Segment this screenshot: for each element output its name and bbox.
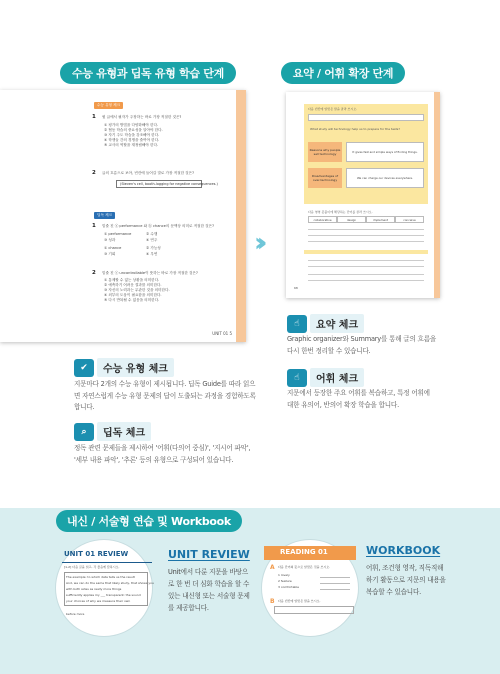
- question-number: 2: [92, 170, 96, 176]
- option-line: ② 수행: [146, 232, 158, 236]
- yellow-strip: [304, 250, 428, 254]
- workbook-header: READING 01: [280, 548, 328, 556]
- header-cell: [308, 114, 424, 121]
- deepdok-check-desc: 정독 관련 문제들을 제시하여 '어휘(다의어 중심)', '지시어 파악', '세부 내용 파악', '추론' 등의 유형으로 구성되어 있습니다.: [74, 444, 251, 464]
- organizer-cell: Disadvantages of over-technology: [308, 168, 342, 188]
- option-line: ③ 성과: [104, 238, 116, 242]
- answer-line: [320, 577, 350, 578]
- option-line: ④ 외부의 도움이 필요함을 의미한다.: [104, 293, 162, 297]
- option-line: ⑤ 교사의 역할을 재정립해야 한다.: [104, 143, 159, 147]
- deepdok-tag: 딥독 체크: [94, 212, 115, 219]
- suneung-tag: 수능 유형 체크: [94, 102, 123, 109]
- word-bank-cell: implement: [366, 216, 395, 223]
- word-bank-cell: collaborative: [308, 216, 337, 223]
- text-line: [308, 274, 424, 275]
- word-bank-cell: design: [337, 216, 366, 223]
- workbook-thumbnail: [262, 540, 358, 636]
- review-line: sufficiently applies my ___ transparent: the sound: [66, 593, 141, 597]
- question-text: 밑줄 친 ⓒ uncontrollable이 뜻하는 바로 가장 적절한 것은?: [102, 271, 198, 275]
- unit-review-thumbnail: [56, 540, 152, 636]
- vocab-check-title: ☝ 어휘 체크: [287, 368, 364, 387]
- page-edge-strip: [434, 92, 440, 298]
- option-line: ① performance: [104, 232, 132, 236]
- section-badge-b: B: [270, 598, 275, 605]
- unit-review-header: UNIT 01 REVIEW: [64, 550, 129, 558]
- text-line: [308, 266, 424, 267]
- option-line: ④ 우연: [146, 252, 158, 256]
- workbook-line: 3 comfortable: [278, 585, 299, 589]
- review-line: The example: to which data tells us the result: [66, 575, 135, 579]
- question-text: 밑줄 친 ⓐ performance 와 ⓑ chance의 문맥상 의미로 적절한 것은?: [102, 224, 214, 228]
- workbook-line: 2 feature: [278, 579, 292, 583]
- review-line: with both sides as really more things: [66, 587, 122, 591]
- option-line: ④ 연주: [146, 238, 158, 242]
- workbook-line: 다음 빈칸에 알맞은 말을 쓰시오.: [278, 599, 321, 603]
- question-text: 윗 글에서 필자가 주장하는 바로 가장 적절한 것은?: [102, 115, 182, 119]
- question-number: 1: [92, 114, 96, 120]
- organizer-cell: Reasons why people sell technology: [308, 142, 342, 162]
- answer-line: [320, 589, 350, 590]
- workbook-title: WORKBOOK: [366, 544, 441, 557]
- checkmark-icon: ✔: [74, 359, 94, 377]
- divider: [62, 562, 152, 563]
- hand-pointer-icon: ☝: [287, 369, 307, 387]
- workbook-desc: 어휘, 조건형 영작, 직독직해 하기 활동으로 지문의 내용을 복습할 수 있습니다.: [366, 564, 446, 596]
- review-line: And, we can do the same that likely study, that shows you: [66, 581, 154, 585]
- option-line: ④ 학생들 간의 경쟁을 줄여야 한다.: [104, 138, 160, 142]
- instruction-line: 다음 빈칸에 알맞은 말을 골라 쓰시오.: [308, 107, 358, 111]
- suneung-check-desc: 지문마다 2개의 수능 유형이 제시됩니다. 딥독 Guide를 따라 읽으 면 자연스럽게 수능 유형 문제의 답이 도출되는 과정을 경험하도록 합니다.: [74, 380, 256, 411]
- answer-line: [320, 583, 350, 584]
- summary-check-title: ☝ 요약 체크: [287, 314, 364, 333]
- question-line: What study will technology help us to prepare for the tests?: [310, 127, 400, 131]
- instruction-line: 다음 영영 뜻풀이에 해당하는 단어를 골라 쓰시오.: [308, 210, 373, 214]
- review-line: [1-2] 다음 글을 읽고, 각 물음에 답하시오.: [64, 565, 120, 569]
- question-number: 2: [92, 270, 96, 276]
- option-line: ② 협동 학습의 중요성을 알아야 한다.: [104, 128, 163, 132]
- option-line: ② 예측하기 어려운 결과를 의미한다.: [104, 283, 162, 287]
- text-line: [308, 241, 424, 242]
- workbook-line: 다음 단어의 뜻으로 알맞은 것을 쓰시오.: [278, 565, 331, 569]
- organizer-cell: It gives fast and simple ways of finding things.: [346, 142, 424, 162]
- right-page-preview: [286, 92, 440, 298]
- top-left-header: 수능 유형과 딥독 유형 학습 단계: [60, 62, 236, 84]
- workbook-table: [274, 606, 354, 614]
- section-badge-a: A: [270, 564, 275, 571]
- suneung-check-title: ✔ 수능 유형 체크: [74, 358, 174, 377]
- page-edge-strip: [236, 90, 246, 342]
- option-line: ② 가능성: [146, 246, 161, 250]
- text-line: [308, 229, 424, 230]
- page-footer: 68: [294, 286, 298, 290]
- option-line: ① 평가의 방법을 다양화해야 한다.: [104, 123, 159, 127]
- option-line: ⑤ 다시 반복될 수 없음을 의미한다.: [104, 298, 160, 302]
- magnifier-icon: ⌕: [74, 423, 94, 441]
- word-bank-cell: conceive: [395, 216, 424, 223]
- top-right-header: 요약 / 어휘 확장 단계: [281, 62, 405, 84]
- option-line: ③ 자신의 노력과는 무관한 것을 의미한다.: [104, 288, 170, 292]
- text-line: [308, 260, 424, 261]
- organizer-cell: We can charge our devices everywhere.: [346, 168, 424, 188]
- text-line: [308, 280, 424, 281]
- option-line: ③ 기회: [104, 252, 116, 256]
- deepdok-check-title: ⌕ 딥독 체크: [74, 422, 151, 441]
- option-line: ③ 자기 주도 학습을 강조해야 한다.: [104, 133, 160, 137]
- hand-pointer-icon: ☝: [287, 315, 307, 333]
- question-number: 1: [92, 223, 96, 229]
- review-line: your choices of why we measure their own: [66, 599, 131, 603]
- text-line: [308, 235, 424, 236]
- bottom-header: 내신 / 서술형 연습 및 Workbook: [56, 510, 242, 532]
- answer-box: (Steven's cell, booth-logging for negative consequences.): [116, 180, 202, 188]
- option-line: ① chance: [104, 246, 122, 250]
- summary-check-desc: Graphic organizer와 Summary를 통해 글의 흐름을 다시 한번 정리할 수 있습니다.: [287, 335, 437, 355]
- page-footer: UNIT 01 5: [212, 331, 232, 336]
- workbook-line: 1 lovely: [278, 573, 290, 577]
- left-page-preview: [0, 90, 246, 342]
- unit-review-desc: Unit에서 다룬 지문을 바탕으 로 한 번 더 심화 학습을 할 수 있는 내신형 또는 서술형 문제 를 제공합니다.: [168, 568, 250, 612]
- question-text: 글의 흐름으로 보아, 빈칸에 들어갈 말로 가장 적절한 것은?: [102, 171, 195, 175]
- option-line: ① 통제할 수 없는 상황을 의미한다.: [104, 278, 160, 282]
- vocab-check-desc: 지문에서 등장한 주요 어휘를 복습하고, 특정 어휘에 대한 유의어, 반의어 확장 학습을 합니다.: [287, 389, 430, 409]
- chevron-right-icon: ››: [254, 228, 260, 258]
- unit-review-title: UNIT REVIEW: [168, 548, 250, 561]
- review-line: before more: [66, 612, 85, 616]
